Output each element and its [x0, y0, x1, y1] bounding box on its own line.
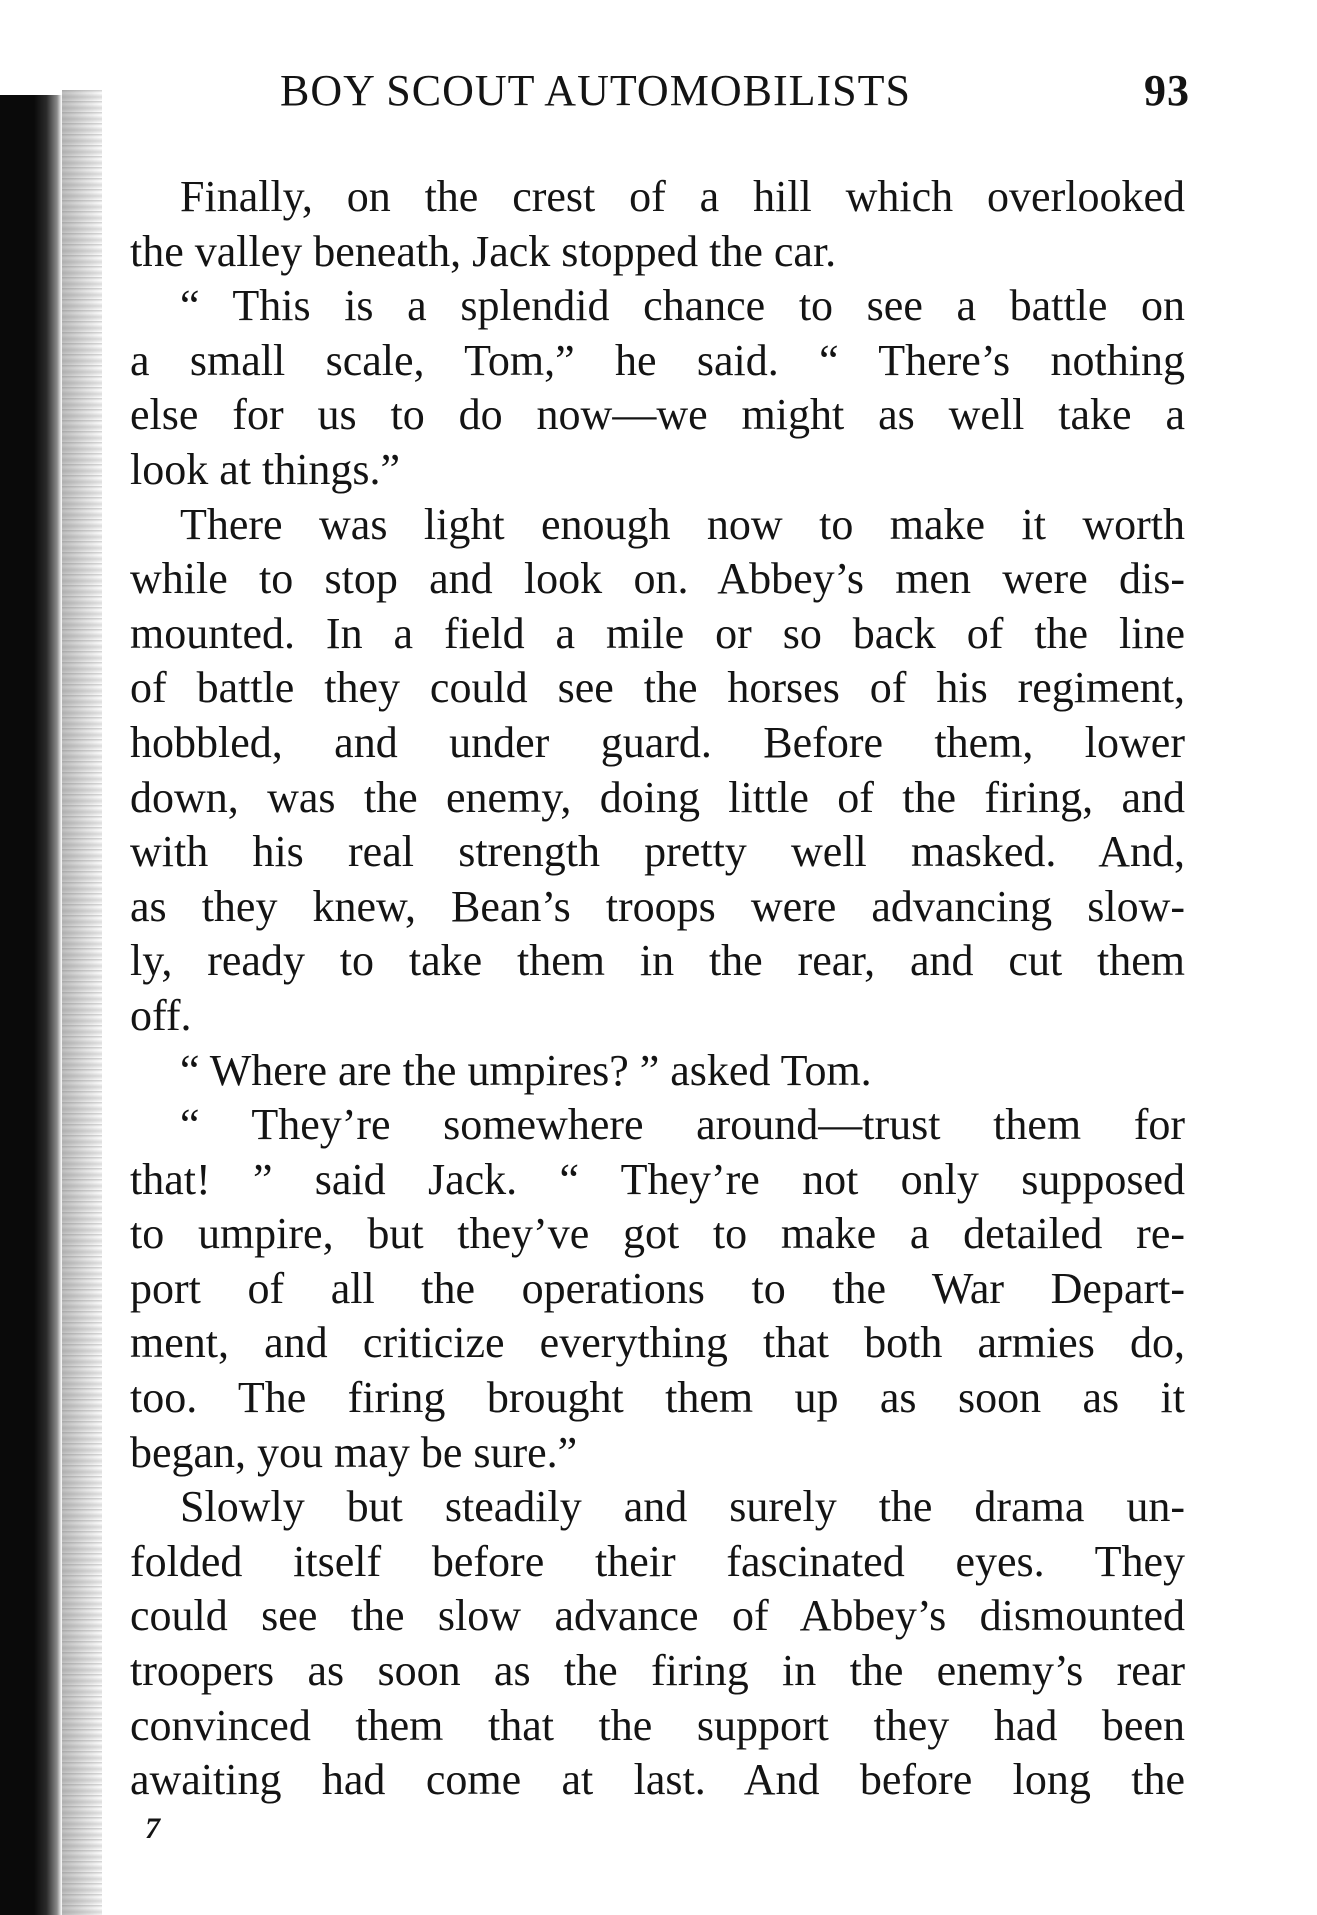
- page-number: 93: [1144, 66, 1190, 115]
- text-line: “ They’re somewhere around—trust them for: [180, 1100, 1185, 1150]
- text-line: began, you may be sure.”: [130, 1427, 578, 1477]
- running-title: BOY SCOUT AUTOMOBILISTS: [280, 66, 911, 115]
- text-line: awaiting had come at last. And before long the: [130, 1755, 1185, 1805]
- text-line: ly, ready to take them in the rear, and cut them: [130, 936, 1185, 986]
- text-line: Slowly but steadily and surely the drama un-: [180, 1482, 1185, 1532]
- text-line: could see the slow advance of Abbey’s dismounted: [130, 1591, 1185, 1641]
- text-line: “ This is a splendid chance to see a battle on: [180, 281, 1185, 331]
- text-line: “ Where are the umpires? ” asked Tom.: [180, 1045, 872, 1095]
- text-line: look at things.”: [130, 444, 401, 494]
- signature-mark: 7: [145, 1812, 160, 1845]
- text-line: ment, and criticize everything that both armies do,: [130, 1318, 1185, 1368]
- text-line: with his real strength pretty well masked. And,: [130, 827, 1185, 877]
- text-line: a small scale, Tom,” he said. “ There’s nothing: [130, 335, 1185, 385]
- text-line: Finally, on the crest of a hill which overlooked: [180, 172, 1185, 221]
- binding-edge-texture: [62, 90, 102, 1915]
- text-line: too. The firing brought them up as soon as it: [130, 1373, 1185, 1423]
- text-line: to umpire, but they’ve got to make a detailed re-: [130, 1209, 1185, 1259]
- text-line: else for us to do now—we might as well take a: [130, 390, 1185, 440]
- text-line: There was light enough now to make it worth: [180, 499, 1185, 549]
- text-line: the valley beneath, Jack stopped the car.: [130, 226, 837, 276]
- text-line: port of all the operations to the War Depart-: [130, 1263, 1185, 1313]
- text-line: troopers as soon as the firing in the enemy’s rear: [130, 1646, 1185, 1696]
- text-line: of battle they could see the horses of his regiment,: [130, 663, 1185, 713]
- text-line: as they knew, Bean’s troops were advancing slow-: [130, 881, 1185, 931]
- text-line: convinced them that the support they had been: [130, 1700, 1185, 1750]
- body-text: [130, 170, 1185, 1808]
- binding-shadow: [0, 95, 62, 1915]
- text-line: hobbled, and under guard. Before them, lower: [130, 717, 1185, 767]
- text-line: that! ” said Jack. “ They’re not only supposed: [130, 1154, 1185, 1204]
- text-line: while to stop and look on. Abbey’s men were dis-: [130, 554, 1185, 604]
- text-line: mounted. In a field a mile or so back of the line: [130, 608, 1185, 658]
- text-line: folded itself before their fascinated eyes. They: [130, 1536, 1185, 1586]
- text-line: off.: [130, 990, 192, 1040]
- text-line: down, was the enemy, doing little of the firing, and: [130, 772, 1185, 822]
- running-head: [270, 65, 1190, 125]
